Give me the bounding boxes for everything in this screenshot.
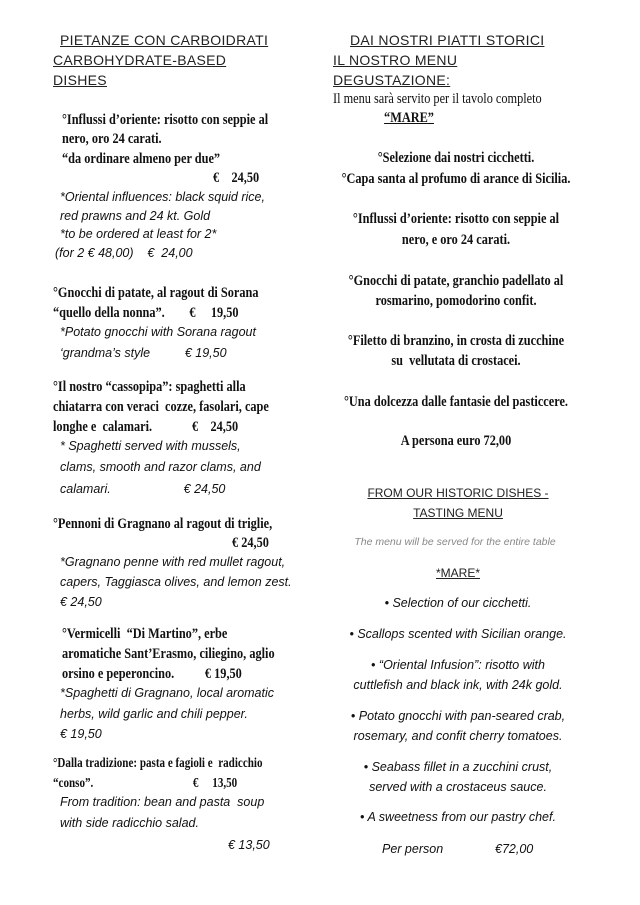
dish-translation: € 19,50 [60,727,102,741]
section-heading: *MARE* [435,566,481,580]
section-heading: CARBOHYDRATE-BASED [53,52,227,68]
dish-name: °Gnocchi di patate, al ragout di Sorana [53,285,259,301]
section-heading: IL NOSTRO MENU [333,52,458,68]
dish-name: “da ordinare almeno per due” [62,151,221,167]
dish-name: aromatiche Sant’Erasmo, ciliegino, aglio [62,646,275,662]
section-heading: PIETANZE CON CARBOIDRATI [60,32,269,48]
dish-translation: • Potato gnocchi with pan-seared crab, [350,709,566,723]
dish-name: longhe e calamari. € 24,50 [53,419,239,435]
dish-name: °Pennoni di Gragnano al ragout di triglie, [53,516,273,532]
dish-translation: From tradition: bean and pasta soup [60,795,265,809]
menu-note: Il menu sarà servito per il tavolo completo [333,91,542,107]
section-heading: DAI NOSTRI PIATTI STORICI [350,32,545,48]
section-heading: TASTING MENU [413,506,503,520]
dish-name: rosmarino, pomodorino confit. [375,293,537,309]
dish-translation: • A sweetness from our pastry chef. [360,810,556,824]
dish-translation: • Selection of our cicchetti. [384,596,532,610]
dish-name: °Influssi d’oriente: risotto con seppie al [62,112,269,128]
dish-translation: €72,00 [495,842,534,856]
dish-translation: • Seabass fillet in a zucchini crust, [363,760,553,774]
dish-translation: *to be ordered at least for 2* [60,227,217,241]
dish-name: € 24,50 [232,535,269,551]
dish-name: °Gnocchi di patate, granchio padellato al [348,273,564,289]
dish-name: °Influssi d’oriente: risotto con seppie al [352,211,560,227]
dish-translation: *Oriental influences: black squid rice, [60,190,265,204]
dish-name: nero, oro 24 carati. [62,131,162,147]
dish-name: °Dalla tradizione: pasta e fagioli e radicchio [53,755,263,770]
menu-title: “MARE” [384,110,434,126]
section-heading: DEGUSTAZIONE: [333,72,451,88]
dish-translation: € 24,50 [60,595,102,609]
dish-name: nero, e oro 24 carati. [401,232,511,248]
dish-translation: Per person [382,842,444,856]
dish-name: °Selezione dai nostri cicchetti. [377,150,535,166]
dish-translation: clams, smooth and razor clams, and [60,460,261,474]
dish-translation: calamari. € 24,50 [60,482,226,496]
dish-translation: *Spaghetti di Gragnano, local aromatic [60,686,275,700]
dish-translation: with side radicchio salad. [60,816,199,830]
dish-name: °Vermicelli “Di Martino”, erbe [62,626,228,642]
dish-translation: ‘grandma’s style € 19,50 [60,346,227,360]
section-heading: DISHES [53,72,107,88]
section-heading: FROM OUR HISTORIC DISHES - [367,486,549,500]
dish-translation: (for 2 € 48,00) € 24,00 [55,246,193,260]
dish-name: € 24,50 [213,170,260,186]
dish-name: °Capa santa al profumo di arance di Sicilia. [341,171,571,187]
dish-name: °Filetto di branzino, in crosta di zucchine [347,333,565,349]
dish-translation: € 13,50 [228,838,270,852]
dish-name: °Una dolcezza dalle fantasie del pasticcere. [343,394,569,410]
dish-name: A persona euro 72,00 [400,433,512,449]
dish-translation: herbs, wild garlic and chili pepper. [60,707,248,721]
dish-name: °Il nostro “cassopipa”: spaghetti alla [53,379,246,395]
dish-translation: capers, Taggiasca olives, and lemon zest. [60,575,292,589]
dish-translation: • “Oriental Infusion”: risotto with [371,658,545,672]
dish-translation: * Spaghetti served with mussels, [60,439,241,453]
dish-translation: cuttlefish and black ink, with 24k gold. [353,678,563,692]
dish-name: “quello della nonna”. € 19,50 [53,305,239,321]
dish-translation: rosemary, and confit cherry tomatoes. [353,729,563,743]
menu-note: The menu will be served for the entire table [354,536,556,548]
dish-name: “conso”. € 13,50 [53,775,238,790]
dish-translation: served with a crostaceus sauce. [369,780,547,794]
dish-translation: red prawns and 24 kt. Gold [60,209,211,223]
dish-name: su vellutata di crostacei. [391,353,521,369]
dish-translation: *Potato gnocchi with Sorana ragout [60,325,256,339]
dish-name: chiatarra con veraci cozze, fasolari, cape [53,399,269,415]
dish-translation: • Scallops scented with Sicilian orange. [349,627,567,641]
dish-name: orsino e peperoncino. € 19,50 [62,666,242,682]
dish-translation: *Gragnano penne with red mullet ragout, [60,555,286,569]
